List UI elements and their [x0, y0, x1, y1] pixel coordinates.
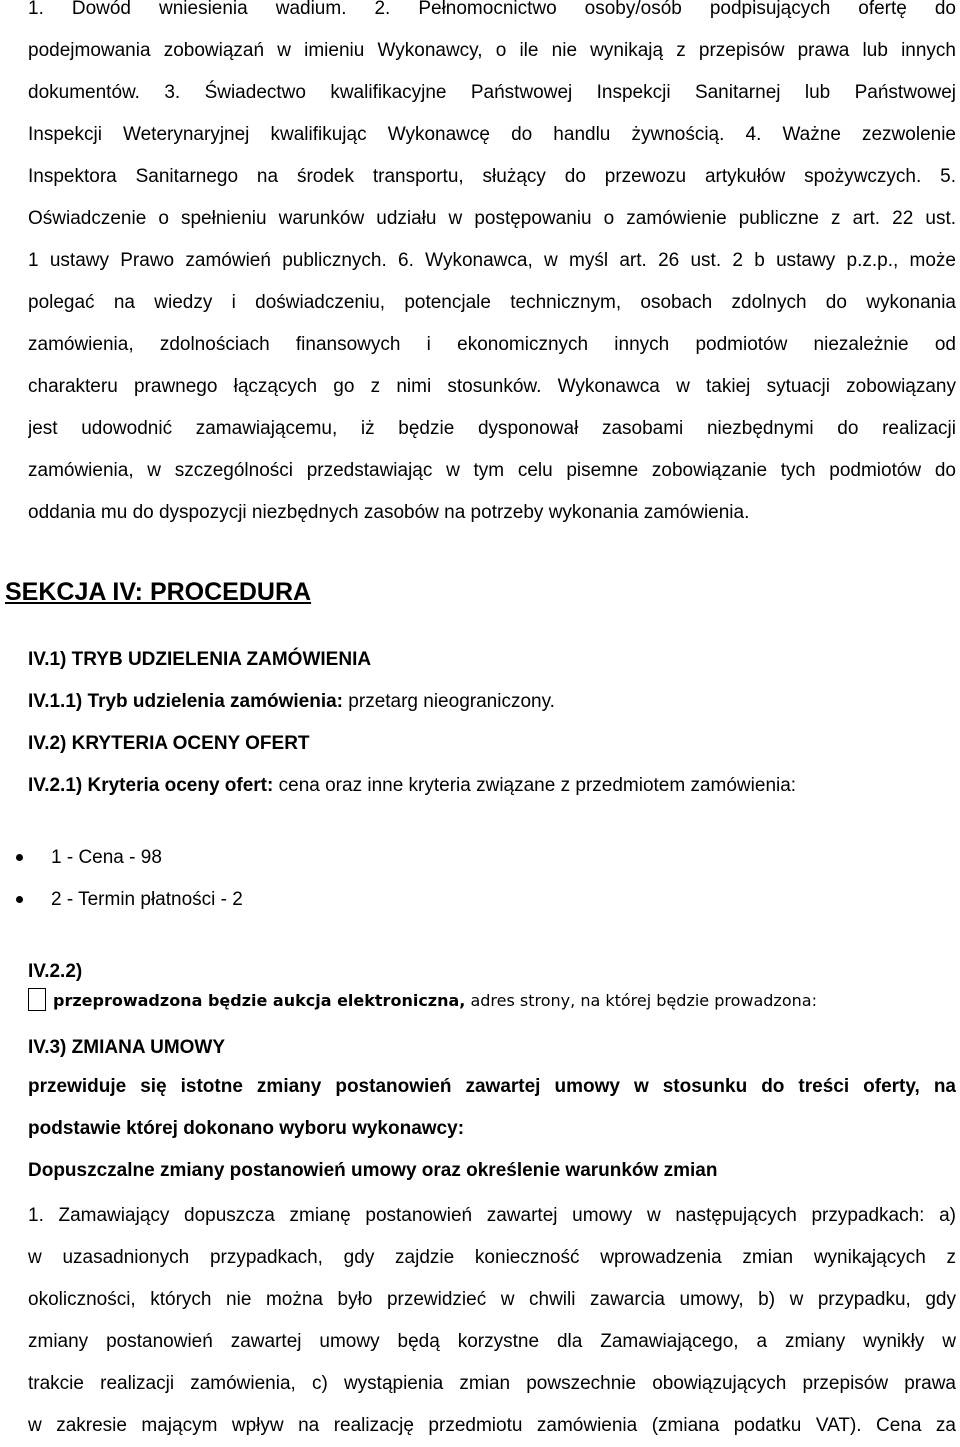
bold-line: Dopuszczalne zmiany postanowień umowy oraz określenie warunków zmian — [28, 1160, 718, 1181]
paragraph-line: charakteru prawnego łączących go z nimi stosunków. Wykonawca w takiej sytuacji zobowiązany — [28, 376, 956, 397]
iv1-heading: IV.1) TRYB UDZIELENIA ZAMÓWIENIA — [28, 649, 372, 670]
paragraph-line: Inspektora Sanitarnego na środek transportu, służący do przewozu artykułów spożywczych. 5. — [28, 166, 956, 187]
paragraph-line: Inspekcji Weterynaryjnej kwalifikując Wykonawcę do handlu żywnością. 4. Ważne zezwolenie — [28, 124, 956, 145]
iv3-bold-block — [28, 1066, 956, 1192]
paragraph-line: trakcie realizacji zamówienia, c) wystąpienia zmian powszechnie obowiązujących przepisów prawa — [28, 1373, 956, 1394]
iv22-heading: IV.2.2) — [28, 961, 83, 982]
changes-paragraph — [28, 1195, 956, 1447]
criteria-text: 2 - Termin płatności - 2 — [51, 889, 243, 910]
paragraph-line: 1. Dowód wniesienia wadium. 2. Pełnomocnictwo osoby/osób podpisujących ofertę do — [28, 0, 956, 19]
iv21-row — [28, 774, 796, 798]
paragraph-line: okoliczności, których nie można było przewidzieć w chwili zawarcia umowy, b) w przypadku, gdy — [28, 1289, 956, 1310]
paragraph-line: w zakresie mającym wpływ na realizację przedmiotu zamówienia (zmiana podatku VAT). Cena za — [28, 1415, 956, 1436]
bold-line: podstawie której dokonano wyboru wykonawcy: — [28, 1118, 465, 1139]
paragraph-line: dokumentów. 3. Świadectwo kwalifikacyjne Państwowej Inspekcji Sanitarnej lub Państwowej — [28, 82, 956, 103]
paragraph-line: oddania mu do dyspozycji niezbędnych zasobów na potrzeby wykonania zamówienia. — [28, 502, 750, 523]
auction-bold-text: przeprowadzona będzie aukcja elektroniczna, — [53, 991, 466, 1010]
iv3-heading: IV.3) ZMIANA UMOWY — [28, 1037, 226, 1058]
paragraph-line: Oświadczenie o spełnieniu warunków udziału w postępowaniu o zamówienie publiczne z art. 22 ust. — [28, 208, 956, 229]
iv2-heading: IV.2) KRYTERIA OCENY OFERT — [28, 733, 310, 754]
iv11-value: przetarg nieograniczony. — [343, 691, 555, 712]
iv11-label: IV.1.1) Tryb udzielenia zamówienia: — [28, 691, 344, 712]
required-documents-paragraph — [28, 0, 956, 534]
paragraph-line: polegać na wiedzy i doświadczeniu, potencjale technicznym, osobach zdolnych do wykonania — [28, 292, 956, 313]
paragraph-line: zamówienia, zdolnościach finansowych i ekonomicznych innych podmiotów niezależnie od — [28, 334, 956, 355]
iv11-row — [28, 690, 555, 714]
paragraph-line: jest udowodnić zamawiającemu, iż będzie dysponował zasobami niezbędnymi do realizacji — [28, 418, 956, 439]
iv21-label: IV.2.1) Kryteria oceny ofert: — [28, 775, 274, 796]
bullet-icon — [16, 854, 23, 861]
auction-rest-text: adres strony, na której będzie prowadzona: — [465, 991, 817, 1010]
paragraph-line: zamówienia, w szczególności przedstawiając w tym celu pisemne zobowiązanie tych podmiotów do — [28, 460, 956, 481]
paragraph-line: podejmowania zobowiązań w imieniu Wykonawcy, o ile nie wynikają z przepisów prawa lub innych — [28, 40, 956, 61]
section-title: SEKCJA IV: PROCEDURA — [5, 578, 312, 606]
auction-text — [53, 990, 817, 1012]
iv21-value: cena oraz inne kryteria związane z przedmiotem zamówienia: — [273, 775, 797, 796]
paragraph-line: 1. Zamawiający dopuszcza zmianę postanowień zawartej umowy w następujących przypadkach: a) — [28, 1205, 956, 1226]
paragraph-line: 1 ustawy Prawo zamówień publicznych. 6. Wykonawca, w myśl art. 26 ust. 2 b ustawy p.z.p., może — [28, 250, 956, 271]
bullet-icon — [16, 896, 23, 903]
auction-checkbox[interactable] — [28, 988, 46, 1011]
paragraph-line: w uzasadnionych przypadkach, gdy zajdzie konieczność wprowadzenia zmian wynikających z — [28, 1247, 956, 1268]
criteria-text: 1 - Cena - 98 — [51, 847, 162, 868]
paragraph-line: zmiany postanowień zawartej umowy będą korzystne dla Zamawiającego, a zmiany wynikły w — [28, 1331, 956, 1352]
bold-line: przewiduje się istotne zmiany postanowień zawartej umowy w stosunku do treści oferty, na — [28, 1076, 956, 1097]
